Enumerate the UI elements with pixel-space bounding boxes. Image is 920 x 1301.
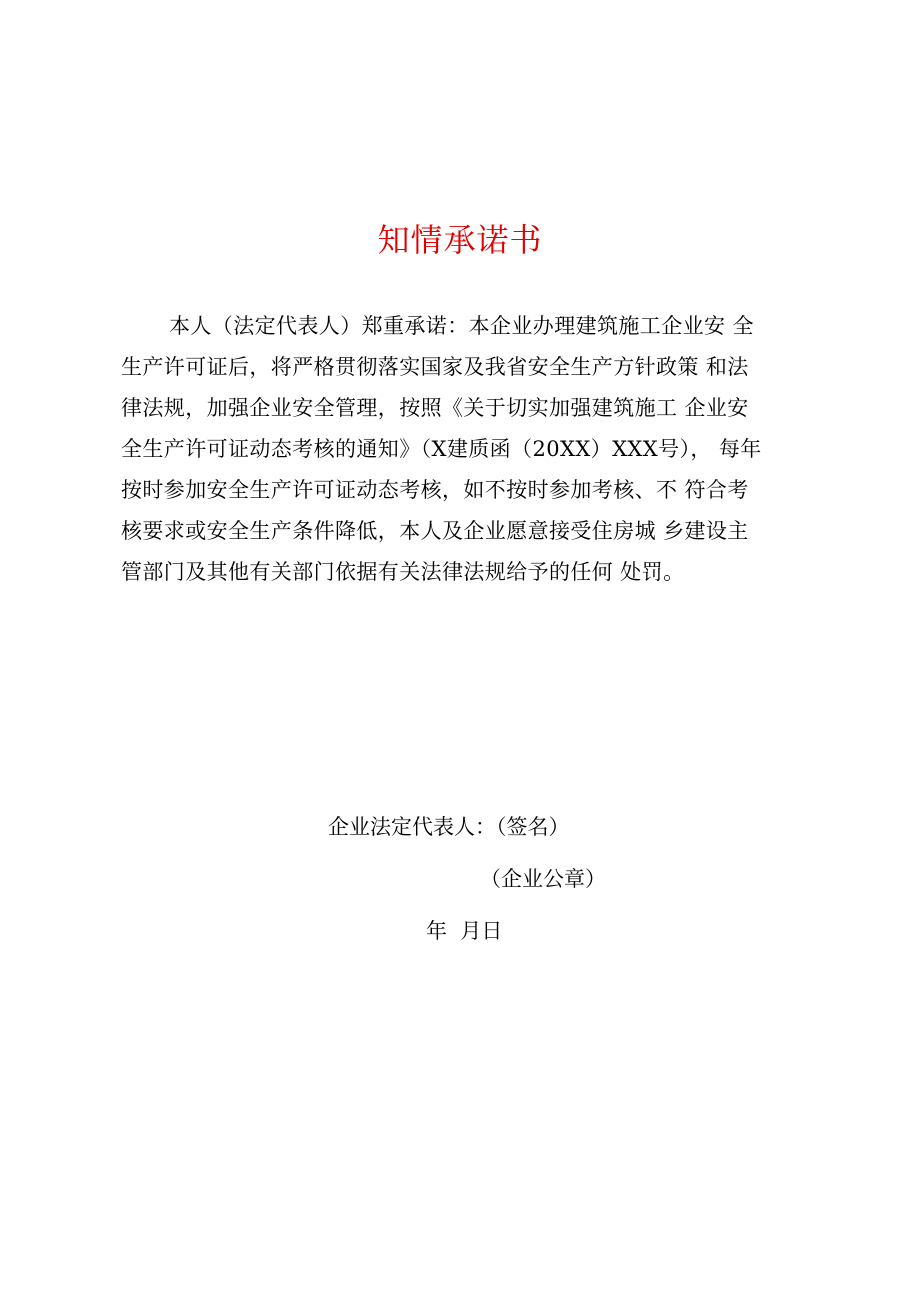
date-line: 年 月日 (426, 919, 503, 943)
document-title: 知情承诺书 (377, 221, 543, 259)
commitment-paragraph (121, 306, 811, 593)
paragraph-line: 本人（法定代表人）郑重承诺：本企业办理建筑施工企业安 全 (169, 314, 754, 338)
paragraph-line: 管部门及其他有关部门依据有关法律法规给予的任何 处罚。 (121, 560, 685, 584)
paragraph-line: 按时参加安全生产许可证动态考核，如不按时参加考核、不 符合考 (121, 478, 749, 502)
company-seal-line: （企业公章） (480, 867, 606, 891)
paragraph-line: 生产许可证后，将严格贯彻落实国家及我省安全生产方针政策 和法 (121, 355, 749, 379)
paragraph-line: 律法规，加强企业安全管理，按照《关于切实加强建筑施工 企业安 (121, 396, 749, 420)
representative-signature-line: 企业法定代表人：（签名） (328, 815, 570, 839)
paragraph-line: 核要求或安全生产条件降低，本人及企业愿意接受住房城 乡建设主 (121, 519, 749, 543)
paragraph-line: 全生产许可证动态考核的通知》（X建质函（20XX）XXX号）， 每年 (121, 437, 762, 461)
